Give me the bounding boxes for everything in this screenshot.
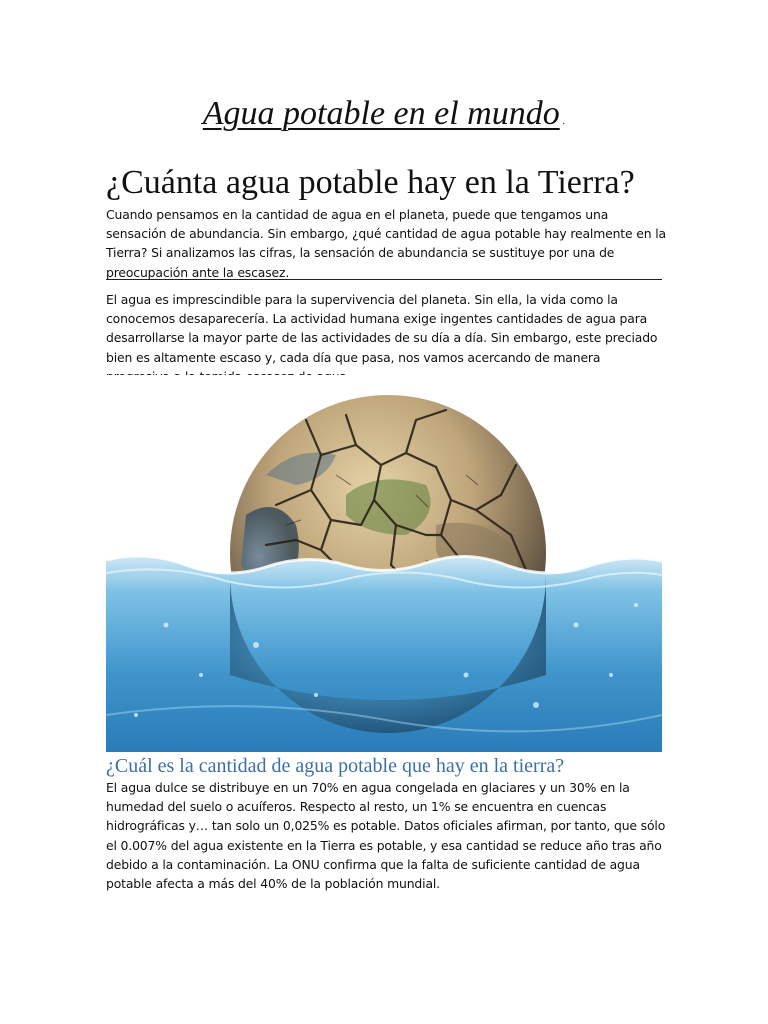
body-paragraph-3: El agua dulce se distribuye en un 70% en agua congelada en glaciares y un 30% en la humedad del suelo o acuíferos. Respecto al resto, un 1% se encuentra en cuencas hidrográficas y… tan solo un 0,025% es potable. Datos oficiales afirman, por tanto, que sólo el 0.007% del agua existente en la Tierra es potable, y esa cantidad se reduce año tras año debido a la contaminación. La ONU confirma que la falta de suficiente cantidad de agua potable afecta a más del 40% de la población mundial. [106, 780, 666, 892]
page-title-text: Agua potable en el mundo [202, 95, 560, 132]
water-surface [106, 556, 662, 752]
cracked-earth-in-water-image [106, 375, 662, 752]
page-title [0, 94, 768, 142]
page-title-dot: . [562, 116, 566, 127]
divider-line [106, 279, 662, 280]
intro-paragraph: Cuando pensamos en la cantidad de agua en el planeta, puede que tengamos una sensación de abundancia. Sin embargo, ¿qué cantidad de agua potable hay realmente en la Tierra? Si analizamos las cifras, la sensación de abundancia se sustituye por una de preocupación ante la escasez. [106, 207, 666, 280]
section-heading-1: ¿Cuánta agua potable hay en la Tierra? [106, 164, 635, 201]
body-paragraph-2: El agua es imprescindible para la supervivencia del planeta. Sin ella, la vida como la conocemos desaparecería. La actividad humana exige ingentes cantidades de agua para desarrollarse la mayor parte de las actividades de su día a día. Sin embargo, este preciado bien es altamente escaso y, cada día que pasa, nos vamos acercando de manera [106, 292, 658, 365]
section-heading-2: ¿Cuál es la cantidad de agua potable que hay en la tierra? [106, 755, 565, 777]
